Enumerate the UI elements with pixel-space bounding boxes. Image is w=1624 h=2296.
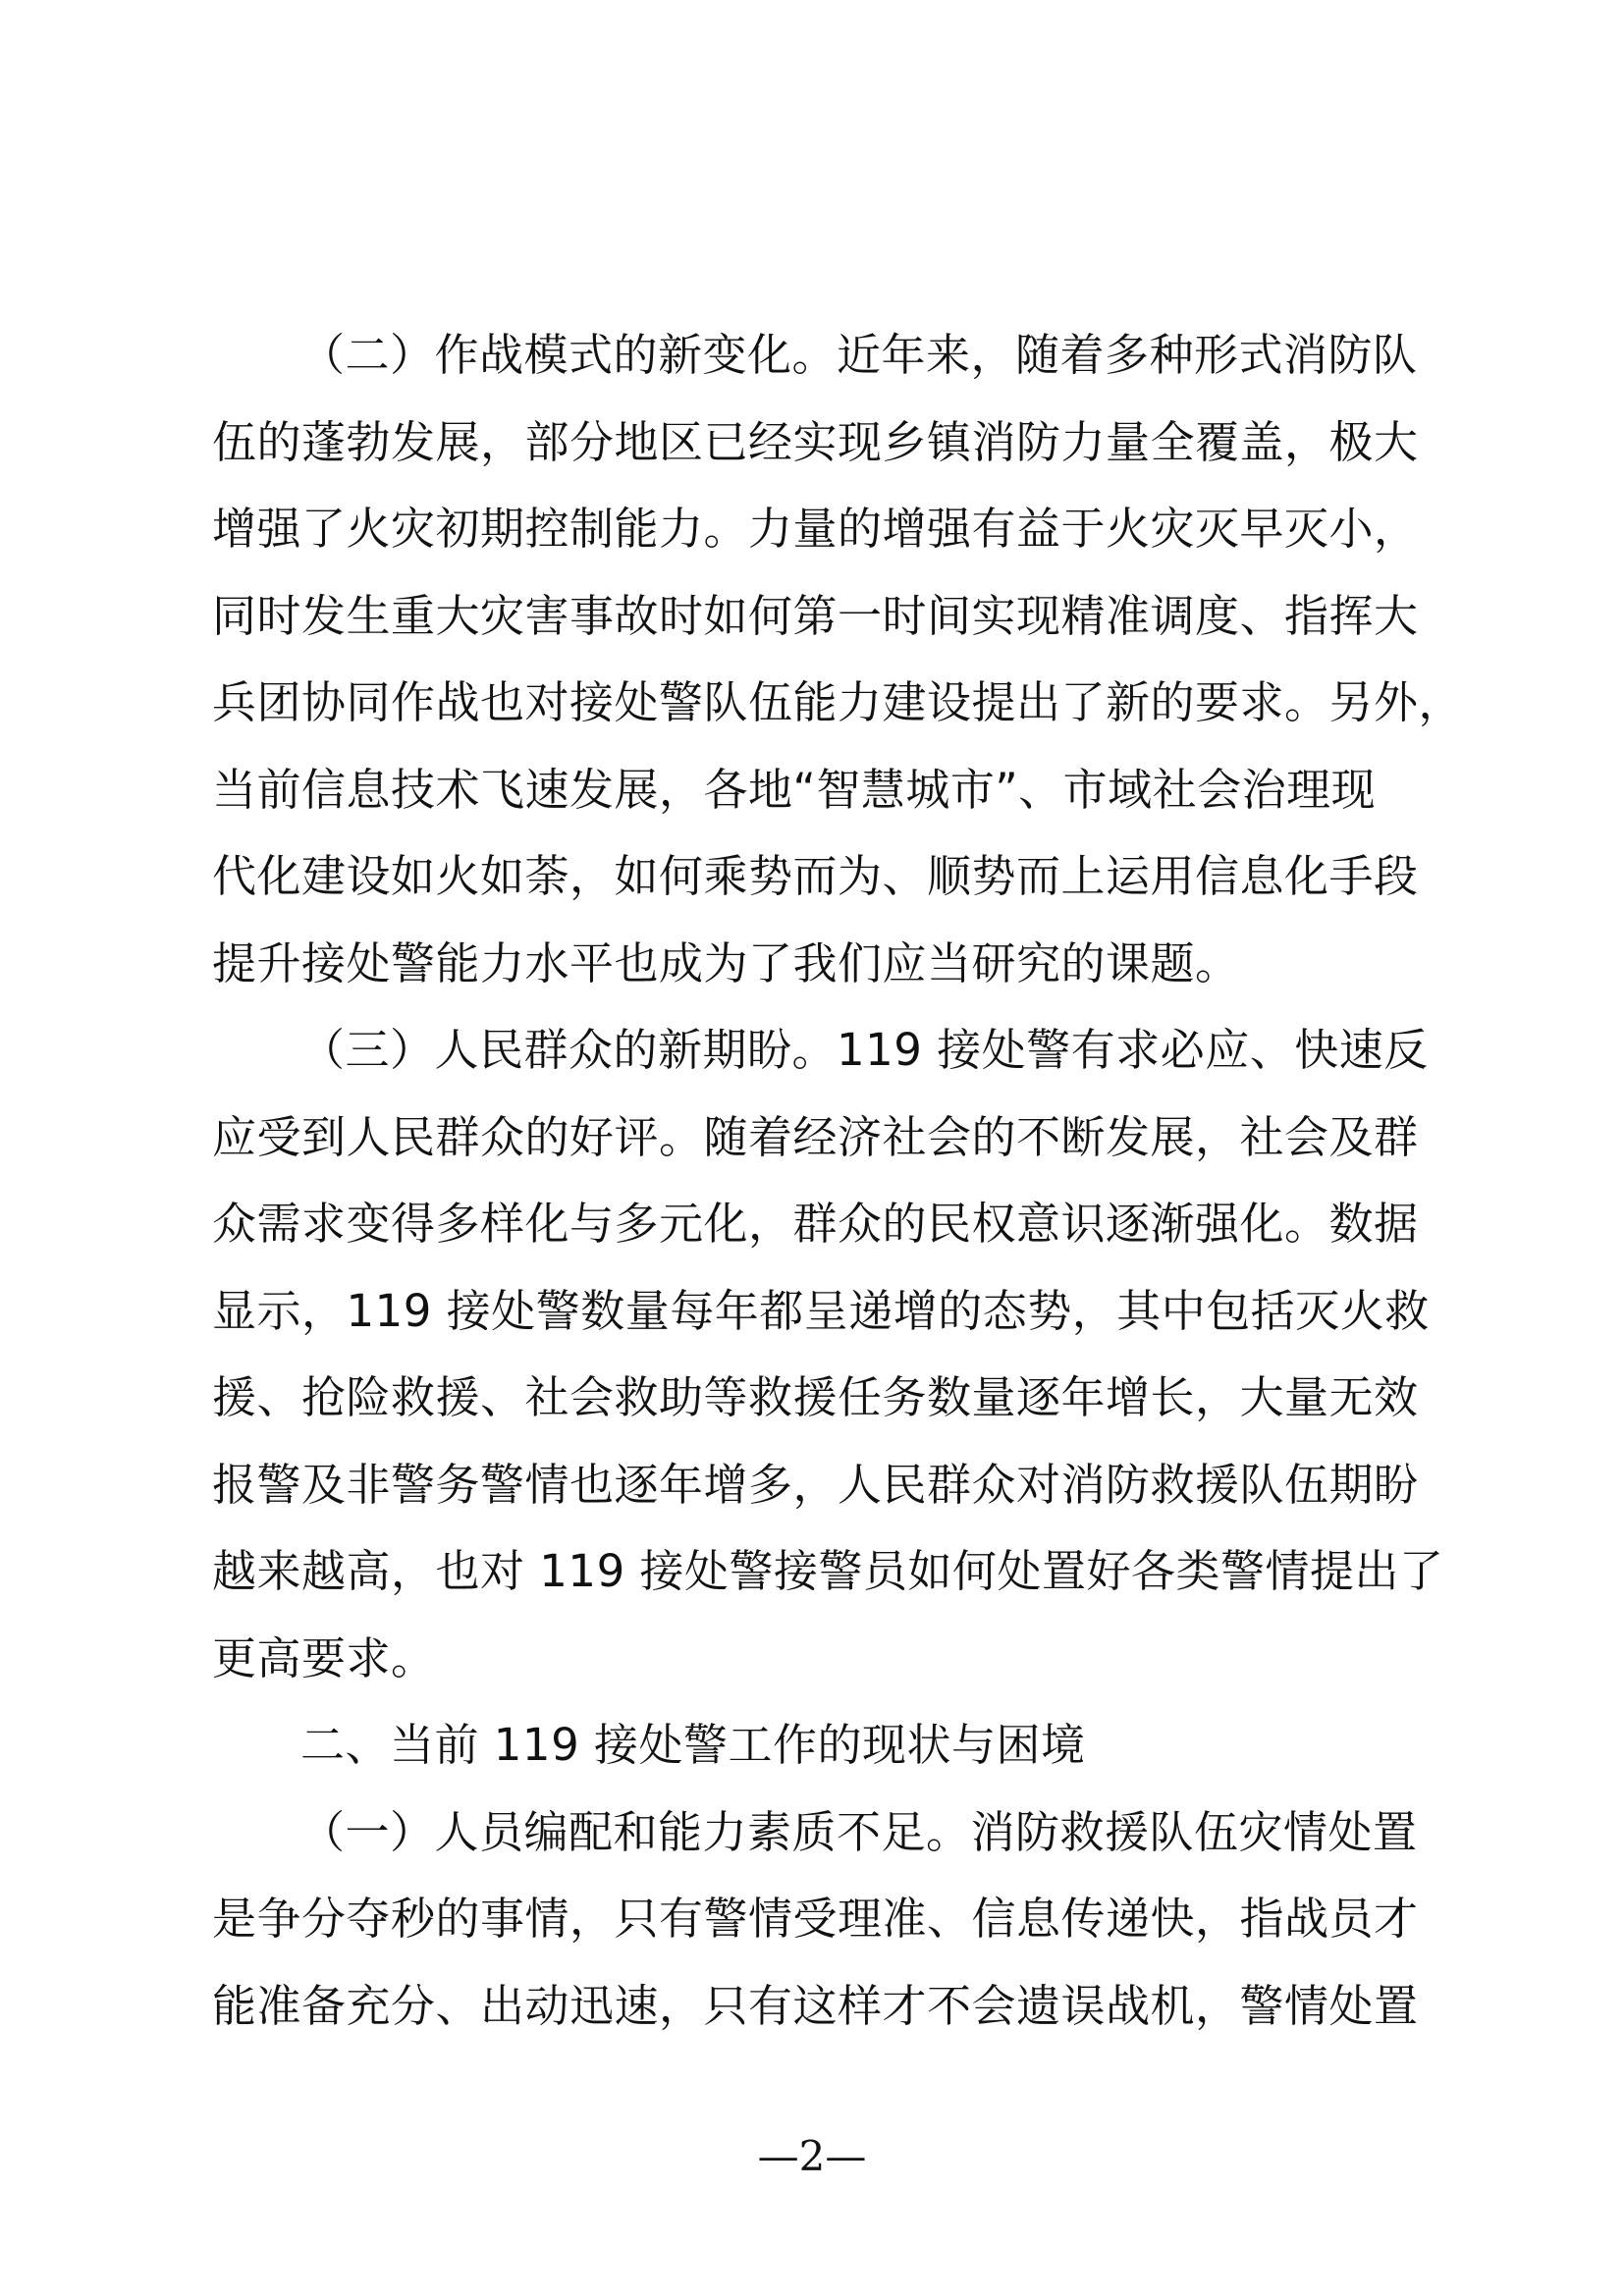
paragraph-line: （二）作战模式的新变化。近年来，随着多种形式消防队 — [300, 329, 1418, 381]
paragraph-line: 增强了火灾初期控制能力。力量的增强有益于火灾灭早灭小， — [212, 503, 1419, 555]
paragraph-line: 是争分夺秒的事情，只有警情受理准、信息传递快，指战员才 — [212, 1893, 1419, 1945]
paragraph-line: 众需求变得多样化与多元化，群众的民权意识逐渐强化。数据 — [212, 1198, 1419, 1250]
paragraph-line: 伍的蓬勃发展，部分地区已经实现乡镇消防力量全覆盖，极大 — [212, 415, 1419, 468]
paragraph-line: 报警及非警务警情也逐年增多，人民群众对消防救援队伍期盼 — [212, 1458, 1419, 1511]
paragraph-line: 援、抢险救援、社会救助等救援任务数量逐年增长，大量无效 — [212, 1371, 1419, 1423]
paragraph-line: 代化建设如火如荼，如何乘势而为、顺势而上运用信息化手段 — [212, 850, 1419, 902]
paragraph-line: 兵团协同作战也对接处警队伍能力建设提出了新的要求。另外， — [212, 676, 1464, 728]
paragraph-line: 越来越高，也对 119 接处警接警员如何处置好各类警情提出了 — [212, 1545, 1444, 1597]
paragraph-line: 提升接处警能力水平也成为了我们应当研究的课题。 — [212, 936, 1240, 989]
paragraph-line: 能准备充分、出动迅速，只有这样才不会遗误战机，警情处置 — [212, 1979, 1419, 2032]
paragraph-line: 显示，119 接处警数量每年都呈递增的态势，其中包括灭火救 — [212, 1284, 1430, 1337]
section-heading: 二、当前 119 接处警工作的现状与困境 — [300, 1719, 1086, 1771]
body-text — [212, 312, 1464, 2050]
page-number: —2— — [757, 2132, 867, 2180]
paragraph-line: 当前信息技术飞速发展，各地“智慧城市”、市域社会治理现 — [212, 763, 1377, 816]
paragraph-line: 同时发生重大灾害事故时如何第一时间实现精准调度、指挥大 — [212, 589, 1419, 642]
paragraph-line: （一）人员编配和能力素质不足。消防救援队伍灾情处置 — [300, 1805, 1418, 1858]
paragraph-line: 更高要求。 — [212, 1631, 436, 1684]
paragraph-line: （三）人民群众的新期盼。119 接处警有求必应、快速反 — [300, 1024, 1429, 1076]
paragraph-line: 应受到人民群众的好评。随着经济社会的不断发展，社会及群 — [212, 1110, 1419, 1163]
